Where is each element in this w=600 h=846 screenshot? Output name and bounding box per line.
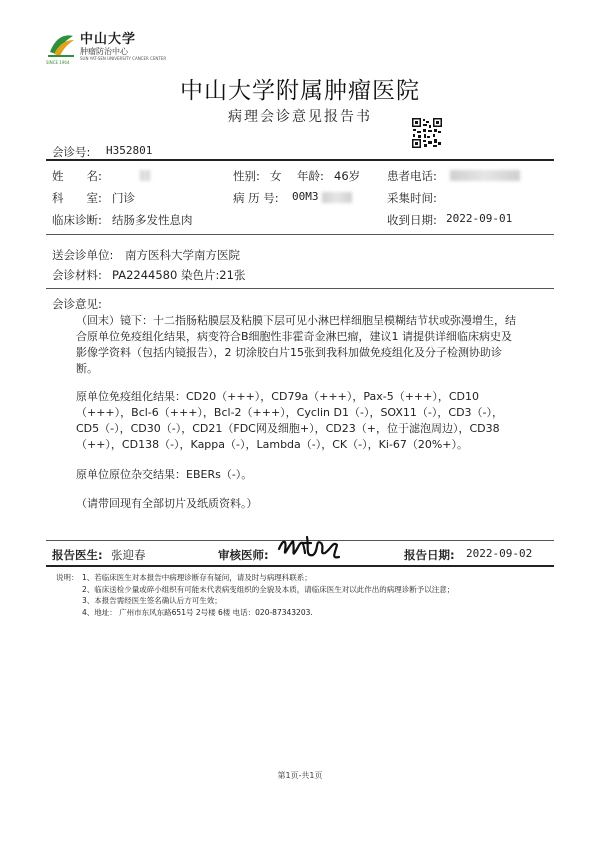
dept-label: 科 室: <box>52 191 102 205</box>
signoff-bottom-divider <box>46 565 554 567</box>
phone-redacted <box>450 170 520 181</box>
diagnosis-label: 临床诊断: <box>52 213 102 227</box>
note-item: 3、本报告需经医生签名确认后方可生效； <box>82 596 222 605</box>
logo-english: SUN YAT-SEN UNIVERSITY CANCER CENTER <box>80 56 167 61</box>
opinion-label: 会诊意见: <box>52 297 102 311</box>
received-value: 2022-09-01 <box>446 212 513 225</box>
qr-code-icon <box>411 117 443 149</box>
note-item: 2、临床送检少量或碎小组织有可能未代表病变组织的全貌及本质，请临床医生对以此作出的病理诊断予以注意； <box>82 584 455 594</box>
report-title: 病理会诊意见报告书 <box>228 109 372 125</box>
reviewer-signature <box>275 531 345 563</box>
material-label: 会诊材料: <box>52 268 102 282</box>
opinion-paragraph-1: （回末）镜下：十二指肠粘膜层及粘膜下层可见小淋巴样细胞呈模糊结节状或弥漫增生，结合原单位免疫组化结果，病变符合B细胞性非霍奇金淋巴瘤，建议1 请提供详细临床病史及影像学资料（包括内镜报告），2 切涂胶白片15张到我科加做免疫组化及分子检测协助诊断。 <box>76 314 516 375</box>
dept-value: 门诊 <box>112 191 135 205</box>
reviewer-label: 审核医师: <box>218 548 269 562</box>
name-label: 姓 名: <box>52 169 102 183</box>
page-footer: 第1页-共1页 <box>277 771 323 780</box>
report-date-value: 2022-09-02 <box>466 547 533 560</box>
age-value: 46岁 <box>334 169 361 183</box>
phone-label: 患者电话: <box>387 169 437 183</box>
logo-emblem-icon <box>46 30 76 60</box>
age-label: 年龄: <box>297 169 324 183</box>
doctor-value: 张迎春 <box>111 548 146 562</box>
received-label: 收到日期: <box>387 213 437 227</box>
unit-label: 送会诊单位: <box>52 248 114 262</box>
note-item: 4、地址： 广州市东风东路651号 2号楼 6楼 电话：020-87343203. <box>82 607 313 617</box>
consult-no-value: H352801 <box>106 144 153 157</box>
header-divider <box>46 159 554 161</box>
record-label: 病 历 号: <box>233 191 279 205</box>
logo-subtitle: 肿瘤防治中心 <box>80 47 128 56</box>
logo-name: 中山大学 <box>80 32 137 47</box>
hospital-logo <box>46 26 167 66</box>
record-redacted <box>322 192 352 203</box>
gender-value: 女 <box>270 169 282 183</box>
record-value: 00M3 <box>292 190 319 203</box>
unit-value: 南方医科大学南方医院 <box>125 248 240 262</box>
material-value: PA2244580 染色片:21张 <box>112 268 246 282</box>
report-date-label: 报告日期: <box>404 548 455 562</box>
info-divider <box>46 234 554 235</box>
logo-tagline: SINCE 1964 <box>46 60 70 65</box>
name-redacted <box>140 170 150 181</box>
hospital-title: 中山大学附属肿瘤医院 <box>180 78 420 104</box>
diagnosis-value: 结肠多发性息肉 <box>112 213 193 227</box>
consult-no-label: 会诊号: <box>52 145 91 159</box>
gender-label: 性别: <box>233 169 260 183</box>
submission-divider <box>46 288 554 289</box>
note-item: 1、若临床医生对本报告中病理诊断存有疑问，请及时与病理科联系； <box>82 573 312 582</box>
ihc-results: 原单位免疫组化结果：CD20（+++），CD79a（+++），Pax-5（+++），CD10（+++），Bcl-6（+++），Bcl-2（+++），Cyclin D1（-），SOX11（-），CD3（-），CD5（-），CD30（-），CD21（FDC网及细胞+），CD23（+，位于滤泡周边），CD38（++），CD138（-），Kappa（-），Lambda（-），CK（-），Ki-67（20%+）。 <box>76 390 504 451</box>
collect-time-label: 采集时间: <box>387 191 437 205</box>
ish-results: 原单位原位杂交结果：EBERs（-）。 <box>76 468 253 481</box>
opinion-note: （请带回现有全部切片及纸质资料。） <box>76 497 258 510</box>
doctor-label: 报告医生: <box>52 548 103 562</box>
notes-label: 说明： <box>56 573 79 582</box>
